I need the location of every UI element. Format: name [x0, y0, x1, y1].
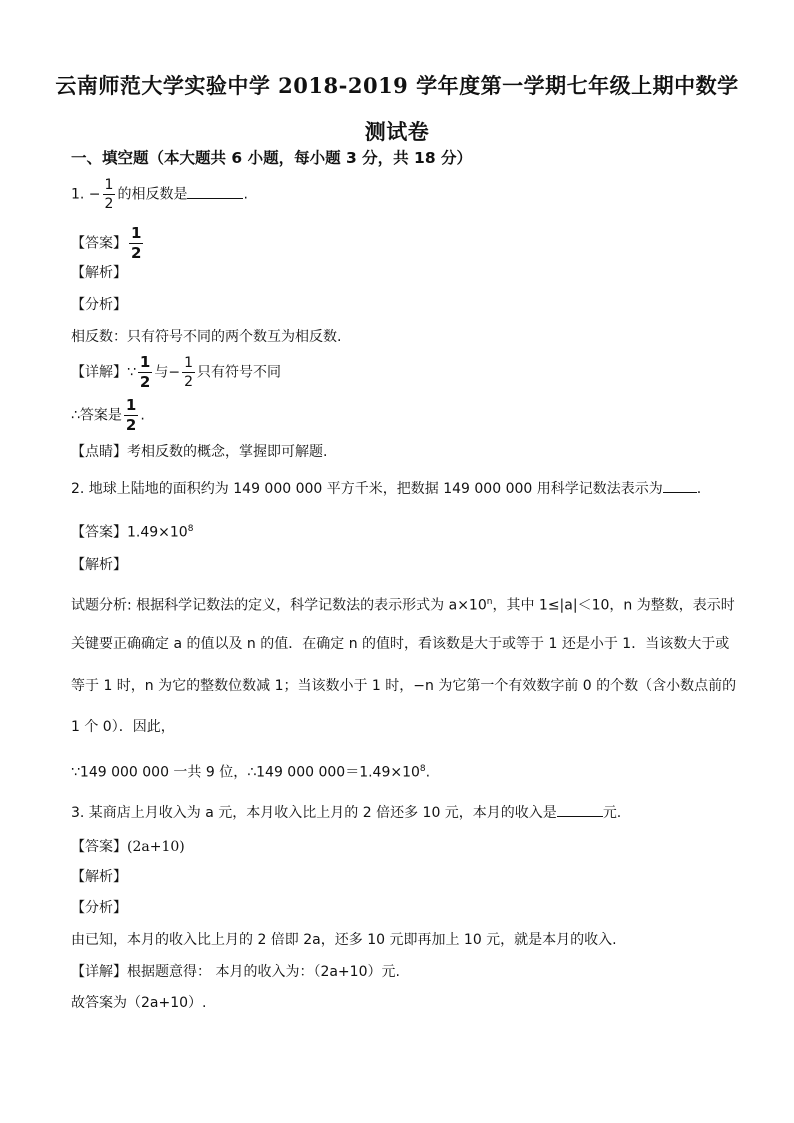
q2-analysis-p5: [71, 759, 430, 783]
q1-detail-fraction-2: [182, 356, 195, 389]
q1-answer-fraction: [129, 226, 143, 261]
q2-p1-sup: n: [486, 597, 493, 607]
question-2: [71, 478, 701, 499]
q1-therefore-den: 2: [125, 416, 137, 434]
q2-answer-exp: 8: [187, 524, 194, 534]
document-title-line1: 云南师范大学实验中学 2018-2019 学年度第一学期七年级上期中数学: [55, 73, 739, 98]
q3-final: 故答案为（2a+10）.: [71, 995, 207, 1011]
q2-analysis-p4: 1 个 0）．因此，: [71, 719, 175, 735]
q3-answer-text: (2a+10): [127, 839, 185, 855]
q1-detail-label: 【详解】: [71, 364, 127, 381]
q1-dianjing: [71, 442, 327, 462]
q1-end: .: [243, 186, 248, 203]
q1-answer-num: 1: [131, 224, 142, 242]
q1-detail-num-2: 1: [184, 355, 194, 371]
q2-p5-sup: 8: [419, 764, 426, 774]
q2-analysis-label: 【解析】: [71, 557, 127, 573]
q1-suffix: 的相反数是: [117, 186, 188, 203]
q2-p1b: ，其中 1≤|a|＜10，n 为整数，表示时: [492, 597, 735, 614]
question-1: [71, 178, 248, 211]
section-header: 一、填空题（本大题共 6 小题，每小题 3 分，共 18 分）: [71, 149, 473, 167]
q1-detail-den-2: 2: [184, 374, 194, 390]
q1-answer-label: 【答案】: [71, 235, 127, 252]
q1-detail-suffix: 只有符号不同: [197, 364, 282, 381]
q2-answer-base: 1.49×10: [127, 524, 188, 541]
q2-answer-label: 【答案】: [71, 524, 127, 541]
q1-fenxi-label: 【分析】: [71, 297, 127, 313]
q1-dianjing-text: 考相反数的概念，掌握即可解题.: [127, 444, 328, 460]
q1-detail-mid: 与−: [154, 364, 181, 381]
q1-analysis-label: 【解析】: [71, 265, 127, 281]
q3-text-after: 元.: [602, 805, 622, 821]
q1-therefore-end: .: [140, 407, 145, 424]
q1-frac-den: 2: [104, 196, 114, 212]
q2-analysis-p2: 关键要正确确定 a 的值以及 n 的值．在确定 n 的值时，看该数是大于或等于 1 还是小于 1．当该数大于或: [71, 636, 730, 652]
q1-therefore-prefix: ∴答案是: [71, 407, 122, 424]
q2-analysis-p3: 等于 1 时，n 为它的整数位数减 1；当该数小于 1 时，−n 为它第一个有效数字前 0 的个数（含小数点前的: [71, 678, 737, 694]
q3-detail: [71, 962, 400, 982]
q1-detail-den-1: 2: [139, 373, 151, 391]
q3-fenxi-label: 【分析】: [71, 900, 127, 916]
q2-p5a: ∵149 000 000 一共 9 位，∴149 000 000＝1.49×10: [71, 764, 420, 781]
q3-answer-blank: [557, 802, 603, 817]
q2-answer: [71, 519, 193, 543]
q3-detail-label: 【详解】: [71, 964, 127, 980]
question-3: [71, 802, 621, 823]
q1-detail-num-1: 1: [139, 353, 151, 371]
q1-frac-num: 1: [104, 177, 114, 193]
q1-prefix: 1. −: [71, 186, 101, 203]
q3-answer: [71, 837, 185, 857]
q2-text-before: 2. 地球上陆地的面积约为 149 000 000 平方千米，把数据 149 000 000 用科学记数法表示为: [71, 481, 663, 497]
q3-detail-text: 根据题意得： 本月的收入为：（2a+10）元.: [127, 964, 400, 980]
q1-dianjing-label: 【点睛】: [71, 444, 127, 460]
q1-fraction: [103, 178, 116, 211]
q2-text-after: .: [696, 481, 702, 497]
q1-answer-blank: [187, 184, 243, 199]
q2-p5b: .: [425, 764, 431, 781]
q2-p1a: 试题分析: 根据科学记数法的定义，科学记数法的表示形式为 a×10: [71, 597, 487, 614]
q1-detail-prefix: ∵: [127, 364, 136, 381]
q2-analysis-p1: [71, 592, 735, 616]
q3-fenxi-text: 由已知，本月的收入比上月的 2 倍即 2a，还多 10 元即再加上 10 元，就是本月的收入.: [71, 932, 617, 948]
q1-answer: [71, 226, 145, 261]
q1-therefore-fraction: [124, 398, 138, 433]
document-title-line2: 测试卷: [364, 119, 430, 144]
q3-text-before: 3. 某商店上月收入为 a 元，本月收入比上月的 2 倍还多 10 元，本月的收入是: [71, 805, 557, 821]
q1-answer-den: 2: [131, 244, 142, 262]
q1-fenxi-text: 相反数：只有符号不同的两个数互为相反数.: [71, 329, 342, 345]
q3-answer-label: 【答案】: [71, 839, 127, 855]
q1-therefore: [71, 398, 145, 433]
q2-answer-blank: [663, 478, 697, 493]
q3-analysis-label: 【解析】: [71, 869, 127, 885]
q1-detail-fraction-1: [138, 355, 152, 390]
q1-detail: [71, 355, 281, 390]
q1-therefore-num: 1: [125, 396, 137, 414]
